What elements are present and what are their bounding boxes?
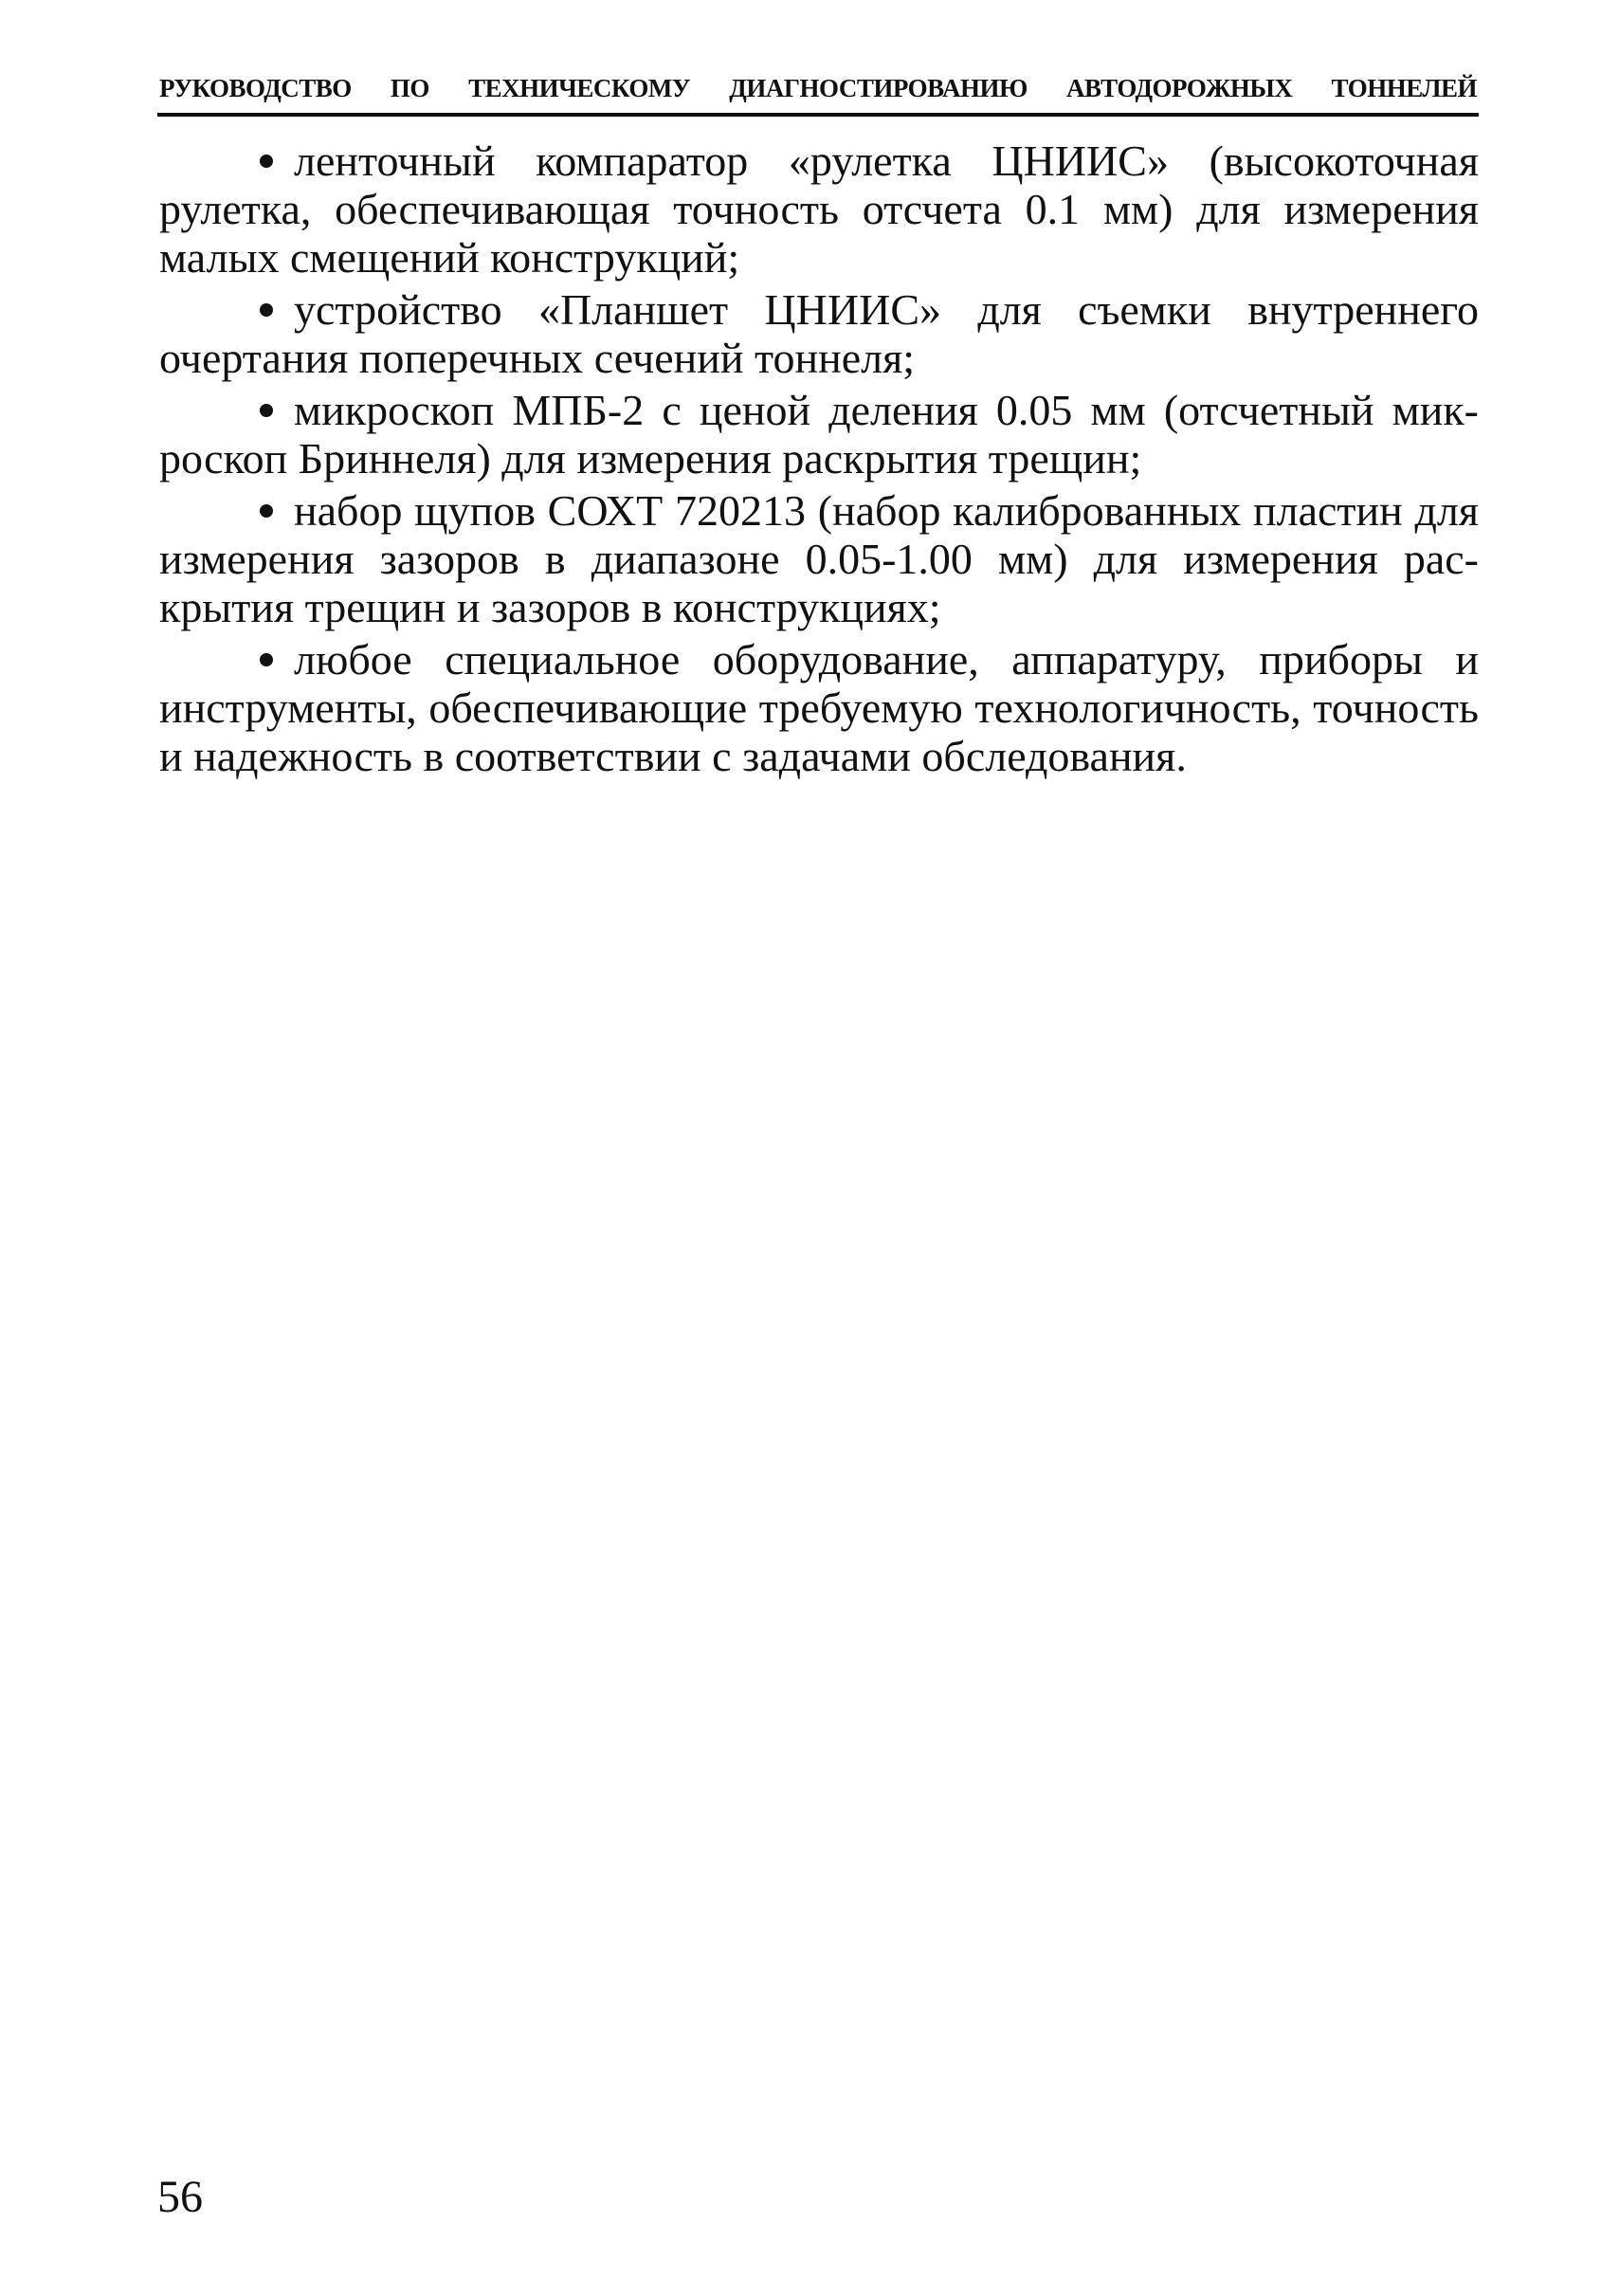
running-header: РУКОВОДСТВО ПО ТЕХНИЧЕСКОМУ ДИАГНОСТИРОВАНИЮ АВТОДОРОЖНЫХ ТОННЕЛЕЙ xyxy=(159,74,1477,102)
list-item-text: ленточный компаратор «рулетка ЦНИИС» (высокоточная рулетка, обеспечивающая точность отсчета 0.1 мм) для измерения малых смещений конструкций; xyxy=(159,137,1479,282)
list-item-text: набор щупов СОХТ 720213 (набор калиброванных пластин для измерения зазоров в диапазоне 0.05-1.00 мм) для измерения раскрытия трещин и зазоров в конструкциях; xyxy=(159,486,1479,631)
header-rule xyxy=(157,113,1479,117)
page-number: 56 xyxy=(157,2172,203,2222)
list-item xyxy=(159,486,1479,631)
list-item-text: любое специальное оборудование, аппаратуру, приборы и инструменты, обеспечивающие требуемую технологичность, точность и надежность в соответствии с задачами обследования. xyxy=(159,635,1479,780)
bullet-icon xyxy=(260,386,294,434)
bullet-icon xyxy=(260,635,294,683)
bullet-icon xyxy=(260,137,294,185)
list-item-text: микроскоп МПБ-2 с ценой деления 0.05 мм (отсчетный микроскоп Бриннеля) для измерения раскрытия трещин; xyxy=(159,386,1479,483)
list-item xyxy=(159,635,1479,780)
bullet-icon xyxy=(260,486,294,535)
list-item-text: устройство «Планшет ЦНИИС» для съемки внутреннего очертания поперечных сечений тоннеля; xyxy=(159,285,1479,382)
list-item xyxy=(159,386,1479,483)
list-item xyxy=(159,285,1479,382)
equipment-list xyxy=(159,137,1479,784)
bullet-icon xyxy=(260,285,294,334)
list-item xyxy=(159,137,1479,282)
